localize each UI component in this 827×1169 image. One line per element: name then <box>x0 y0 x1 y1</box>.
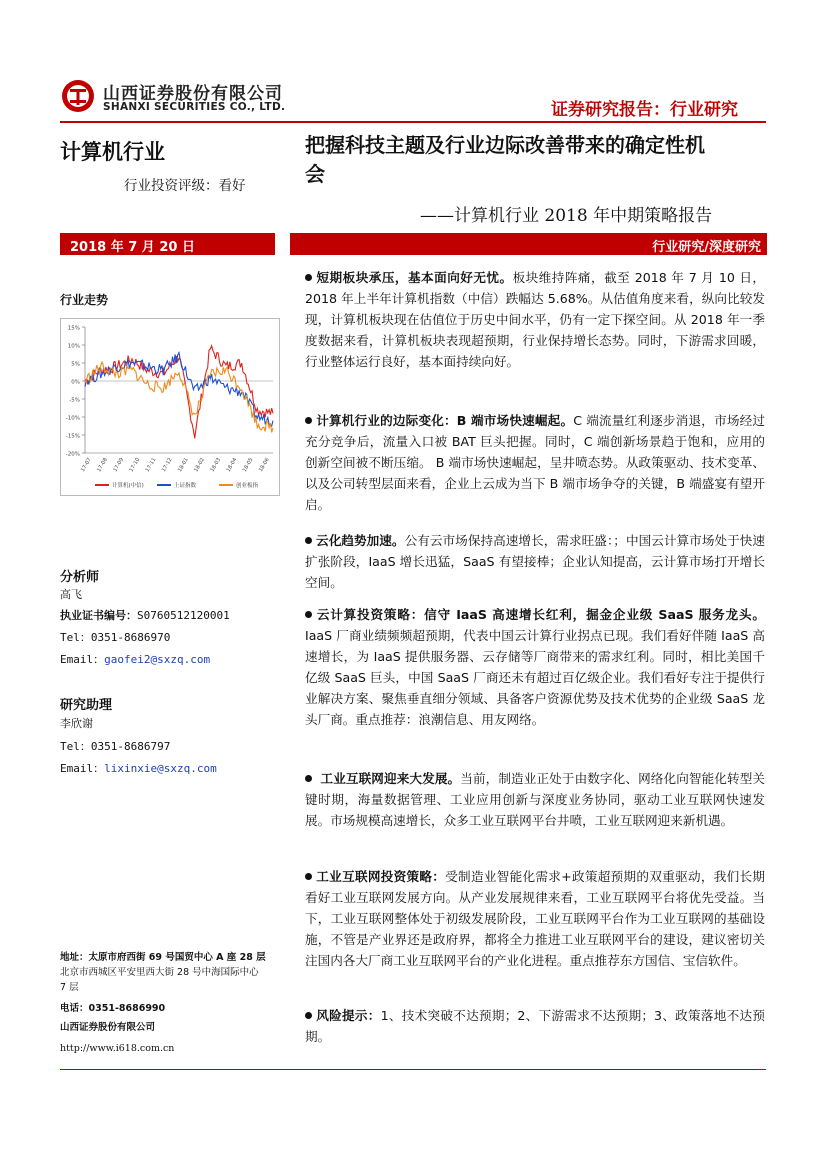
paragraph-lead: 云化趋势加速。 <box>316 533 405 548</box>
bullet-icon <box>305 873 312 880</box>
x-tick-label: 18-05 <box>241 457 255 474</box>
y-tick-label: 15% <box>67 325 80 332</box>
report-subtitle: ——计算机行业 2018 年中期策略报告 <box>420 206 713 226</box>
legend-label: 计算机(中信) <box>112 483 144 489</box>
address-line2: 北京市西城区平安里西大街 28 号中海国际中心 <box>60 967 259 978</box>
assistant-heading: 研究助理 <box>60 698 113 713</box>
x-tick-label: 17-11 <box>144 457 158 474</box>
paragraph-lead: 计算机行业的边际变化：B 端市场快速崛起。 <box>316 413 574 428</box>
trend-title: 行业走势 <box>60 293 109 307</box>
company-url[interactable]: http://www.i618.com.cn <box>60 1043 175 1054</box>
paragraph-5 <box>305 768 765 831</box>
address-line1: 地址：太原市府西街 69 号国贸中心 A 座 28 层 <box>60 952 266 963</box>
bullet-icon <box>305 1012 312 1019</box>
company-logo <box>60 78 96 114</box>
series-line-0 <box>85 346 273 439</box>
report-title-line2: 会 <box>305 162 325 186</box>
date-bar <box>60 233 275 255</box>
paragraph-lead: 工业互联网迎来大发展。 <box>316 771 461 786</box>
y-tick-label: -20% <box>65 451 80 458</box>
bullet-icon <box>305 417 312 424</box>
analyst-tel: Tel：0351-8686970 <box>60 631 171 644</box>
report-title <box>305 131 775 189</box>
y-tick-label: -10% <box>65 415 80 422</box>
industry-rating: 行业投资评级：看好 <box>124 178 246 194</box>
x-tick-label: 18-02 <box>193 457 207 474</box>
x-tick-label: 17-12 <box>160 457 174 474</box>
legend-label: 上证指数 <box>174 483 197 489</box>
bullet-icon <box>305 537 312 544</box>
report-category: 行业研究/深度研究 <box>652 240 761 255</box>
analyst-email-link[interactable]: gaofei2@sxzq.com <box>104 653 211 666</box>
cert-label: 执业证书编号： <box>60 609 137 622</box>
y-tick-label: -15% <box>65 433 80 440</box>
report-type: 证券研究报告：行业研究 <box>551 100 738 120</box>
logo-mark-icon <box>60 78 96 114</box>
x-tick-label: 17-08 <box>96 457 109 474</box>
bullet-icon <box>305 611 312 618</box>
x-tick-label: 17-09 <box>112 457 126 474</box>
paragraph-lead: 风险提示： <box>316 1008 381 1023</box>
x-tick-label: 18-01 <box>177 457 190 474</box>
footer-rule <box>60 1069 766 1070</box>
trend-chart-frame <box>60 318 280 496</box>
y-tick-label: 5% <box>71 361 80 368</box>
address-company: 山西证券股份有限公司 <box>60 1022 156 1033</box>
paragraph-lead: 工业互联网投资策略： <box>316 869 446 884</box>
x-tick-label: 18-06 <box>257 457 271 474</box>
x-tick-label: 17-07 <box>79 457 93 474</box>
report-title-line1: 把握科技主题及行业边际改善带来的确定性机 <box>305 133 705 157</box>
y-tick-label: 0% <box>71 379 80 386</box>
address-line3: 7 层 <box>60 982 79 993</box>
y-tick-label: -5% <box>69 397 80 404</box>
assistant-email-link[interactable]: lixinxie@sxzq.com <box>104 762 217 775</box>
paragraph-lead: 云计算投资策略：信守 IaaS 高速增长红利，掘金企业级 SaaS 服务龙头。 <box>316 607 765 622</box>
analyst-cert <box>60 606 230 626</box>
address-phone: 电话：0351-8686990 <box>60 1003 166 1014</box>
cert-number: S0760512120001 <box>137 609 230 622</box>
trend-chart <box>61 319 279 495</box>
paragraph-text: 1、技术突破不达预期；2、下游需求不达预期；3、政策落地不达预期。 <box>305 1008 765 1044</box>
paragraph-text: 板块维持阵痛，截至 2018 年 7 月 10 日，2018 年上半年计算机指数（中信）跌幅达 5.68%。从估值角度来看，纵向比较发现，计算机板块现在估值位于历史中间水平，仍有一定下探空间。从 2018 年一季度数据来看，计算机板块表现超预期，行业保持增长态势。同时，下游需求回暖，行业整体运行良好，基本面持续向好。 <box>305 270 765 369</box>
assistant-email-row <box>60 759 217 779</box>
address-block <box>60 950 280 1056</box>
company-name-cn: 山西证券股份有限公司 <box>103 84 283 104</box>
assistant-name: 李欣谢 <box>60 717 93 730</box>
x-tick-label: 18-03 <box>209 457 223 474</box>
x-tick-label: 18-04 <box>225 457 239 474</box>
category-bar <box>290 233 767 255</box>
paragraph-lead: 短期板块承压，基本面向好无忧。 <box>316 270 513 285</box>
paragraph-4 <box>305 604 765 730</box>
analyst-heading: 分析师 <box>60 570 100 585</box>
analyst-email-row <box>60 650 210 670</box>
paragraph-text: IaaS 厂商业绩频频超预期，代表中国云计算行业拐点已现。我们看好伴随 IaaS 高速增长，为 IaaS 提供服务器、云存储等厂商带来的需求红利。同时，相比美国千亿级 SaaS 巨头，中国 SaaS 厂商还未有超过百亿级企业。我们看好专注于提供行业解决方案、聚焦垂直细分领域、具备客户资源优势及技术优势的企业级 SaaS 龙头厂商。重点推荐：浪潮信息、用友网络。 <box>305 628 765 727</box>
paragraph-3 <box>305 530 765 593</box>
paragraph-1 <box>305 267 765 372</box>
email-label: Email： <box>60 762 105 775</box>
bullet-icon <box>305 274 312 281</box>
company-name-en: SHANXI SECURITIES CO., LTD. <box>103 101 286 113</box>
paragraph-text: 当前，制造业正处于由数字化、网络化向智能化转型关键时期，海量数据管理、工业应用创新与深度业务协同，驱动工业互联网快速发展。市场规模高速增长，众多工业互联网平台井喷，工业互联网迎来新机遇。 <box>305 771 765 828</box>
analyst-name: 高飞 <box>60 588 82 601</box>
paragraph-7 <box>305 1005 765 1047</box>
legend-label: 创业板指 <box>236 483 259 489</box>
paragraph-text: 受制造业智能化需求+政策超预期的双重驱动，我们长期看好工业互联网发展方向。从产业发展规律来看，工业互联网平台将优先受益。当下，工业互联网整体处于初级发展阶段，工业互联网平台作为工业互联网的基础设施，不管是产业界还是政府界，都将全力推进工业互联网平台的建设，建议密切关注国内各大厂商工业互联网平台的产业化进程。重点推荐东方国信、宝信软件。 <box>305 869 766 968</box>
paragraph-text: C 端流量红利逐步消退，市场经过充分竞争后，流量入口被 BAT 巨头把握。同时，C 端创新场景趋于饱和，应用的创新空间被不断压缩。 B 端市场快速崛起，呈井喷态势。从政策驱动、技术变革、以及公司转型层面来看，企业上云成为当下 B 端市场争夺的关键，B 端盛宴有望开启。 <box>305 413 766 512</box>
y-tick-label: 10% <box>67 343 80 350</box>
header-rule <box>60 121 766 123</box>
bullet-icon <box>305 775 312 782</box>
paragraph-6 <box>305 866 765 971</box>
report-date: 2018 年 7 月 20 日 <box>70 240 195 255</box>
x-tick-label: 17-10 <box>128 457 142 474</box>
paragraph-2 <box>305 410 765 515</box>
paragraph-text: 公有云市场保持高速增长，需求旺盛：；中国云计算市场处于快速扩张阶段，IaaS 增长迅猛，SaaS 有望接棒；企业认知提高，云计算市场打开增长空间。 <box>305 533 766 590</box>
email-label: Email： <box>60 653 105 666</box>
industry-name: 计算机行业 <box>60 140 165 164</box>
assistant-tel: Tel：0351-8686797 <box>60 740 171 753</box>
